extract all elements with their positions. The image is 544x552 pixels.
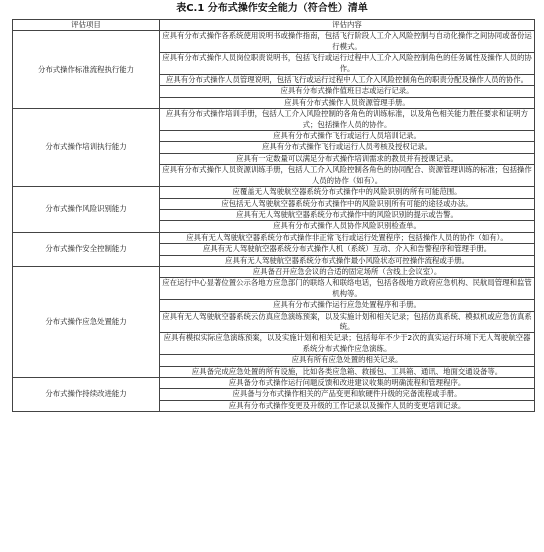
capability-cell: 分布式操作培训执行能力	[13, 109, 160, 187]
header-assessment-item: 评估项目	[13, 20, 160, 31]
table-row	[13, 109, 535, 131]
capability-cell: 分布式操作标准流程执行能力	[13, 31, 160, 109]
requirement-cell: 应具有无人驾驶航空器系统分布式操作最小风险状态可控操作流程或手册。	[160, 255, 535, 266]
capability-cell: 分布式操作安全控制能力	[13, 232, 160, 266]
requirement-cell: 应具有分布式操作各系统使用说明书或操作指南，包括飞行阶段人工介入风险控制与自动化操作之间协同或备份运行模式。	[160, 31, 535, 53]
table-row	[13, 378, 535, 389]
requirement-cell: 应具备完成应急处置的所有设施，比如各类应急箱、救援包、工具箱、通讯、地面交通设备等。	[160, 366, 535, 377]
table-row	[13, 232, 535, 243]
requirement-cell: 应具有无人驾驶航空器系统分布式操作中的风险识别的提示或告警。	[160, 209, 535, 220]
requirement-cell: 应具有分布式操作变更及升级的工作记录以及操作人员的变更培训记录。	[160, 400, 535, 411]
requirement-cell: 应具有模拟实际应急演练预案，以及实施计划和相关记录；包括每年不少于2次的真实运行环境下无人驾驶航空器系统分布式操作应急演练。	[160, 333, 535, 355]
table-header-row	[13, 20, 535, 31]
requirement-cell: 应具有分布式操作值班日志或运行记录。	[160, 86, 535, 97]
table-title: 表C.1 分布式操作安全能力（符合性）清单	[176, 3, 368, 14]
requirement-cell: 应具有分布式操作人员资源训练手册，包括人工介入风险控制各角色的协同配合、资源管理训练的标准；包括操作人员的协作（如有）。	[160, 165, 535, 187]
requirement-cell: 应具有所有应急处置的相关记录。	[160, 355, 535, 366]
table-row	[13, 266, 535, 277]
capability-cell: 分布式操作应急处置能力	[13, 266, 160, 377]
requirement-cell: 应具有分布式操作人员资源管理手册。	[160, 97, 535, 108]
table-row	[13, 31, 535, 53]
requirement-cell: 应覆盖无人驾驶航空器系统分布式操作中的风险识别的所有可能范围。	[160, 187, 535, 198]
requirement-cell: 应具有分布式操作飞行或运行人员考核及授权记录。	[160, 142, 535, 153]
requirement-cell: 应具有一定数量可以满足分布式操作培训需求的教员并有授课记录。	[160, 153, 535, 164]
table-row	[13, 187, 535, 198]
requirement-cell: 应包括无人驾驶航空器系统分布式操作中的风险识别所有可能的途径或办法。	[160, 198, 535, 209]
requirement-cell: 应具有分布式操作人员岗位职责说明书，包括飞行或运行过程中人工介入风险控制角色的任务属性及操作人员的协作。	[160, 53, 535, 75]
capability-cell: 分布式操作风险识别能力	[13, 187, 160, 233]
capability-table	[12, 19, 535, 412]
requirement-cell: 应具备与分布式操作相关的产品变更和软硬件升级的完备流程或手册。	[160, 389, 535, 400]
requirement-cell: 应具有无人驾驶航空器系统云仿真应急演练预案，以及实施计划和相关记录；包括仿真系统、模拟机或应急仿真系统。	[160, 311, 535, 333]
requirement-cell: 应具备分布式操作运行问题反馈和改进建议收集的明确流程和管理程序。	[160, 378, 535, 389]
requirement-cell: 应具有分布式操作飞行或运行人员培训记录。	[160, 131, 535, 142]
header-assessment-content: 评估内容	[160, 20, 535, 31]
requirement-cell: 应具有分布式操作人员协作风险识别检查单。	[160, 221, 535, 232]
capability-cell: 分布式操作持续改进能力	[13, 378, 160, 412]
requirement-cell: 应具备召开应急会议的合适的固定场所（含线上会议室）。	[160, 266, 535, 277]
requirement-cell: 应在运行中心显著位置公示各地方应急部门的联络人和联络电话，包括各级地方政府应急机构、民航局管理和监管机构等。	[160, 278, 535, 300]
requirement-cell: 应具有分布式操作人员管理说明，包括飞行或运行过程中人工介入风险控制角色的职责分配及操作人员的协作。	[160, 75, 535, 86]
requirement-cell: 应具有分布式操作培训手册，包括人工介入风险控制的各角色的训练标准，以及角色相关能力胜任要求和证明方式；包括操作人员的协作。	[160, 109, 535, 131]
requirement-cell: 应具有无人驾驶航空器系统分布式操作人机（系统）互动、介入和告警程序和管理手册。	[160, 244, 535, 255]
requirement-cell: 应具有无人驾驶航空器系统分布式操作非正常飞行或运行处置程序；包括操作人员的协作（如有）。	[160, 232, 535, 243]
requirement-cell: 应具有分布式操作运行应急处置程序和手册。	[160, 300, 535, 311]
